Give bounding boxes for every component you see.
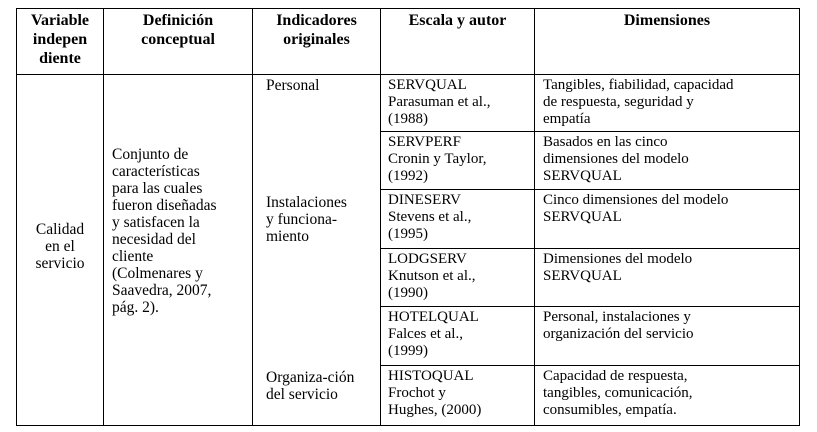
column-divider-2 <box>252 8 253 426</box>
scale-servqual: SERVQUAL Parasuman et al., (1988) <box>388 77 491 127</box>
dims-dineserv: Cinco dimensiones del modelo SERVQUAL <box>543 192 729 225</box>
scale-row-divider-1 <box>380 131 800 132</box>
dims-hotelqual: Personal, instalaciones y organización del servicio <box>543 309 694 342</box>
header-divider <box>16 74 800 75</box>
scale-dineserv: DINESERV Stevens et al., (1995) <box>388 192 472 242</box>
header-indicadores: Indicadores originales <box>276 12 357 48</box>
scale-row-divider-4 <box>380 306 800 307</box>
indicator-instalaciones: Instalaciones y funciona- miento <box>266 194 347 245</box>
dims-servqual: Tangibles, fiabilidad, capacidad de respuesta, seguridad y empatía <box>543 77 734 127</box>
table-border-bottom <box>16 425 800 426</box>
table-border-top <box>16 8 800 9</box>
header-escala: Escala y autor <box>408 12 507 29</box>
scale-servperf: SERVPERF Cronin y Taylor, (1992) <box>388 134 487 184</box>
scale-hotelqual: HOTELQUAL Falces et al., (1999) <box>388 309 479 359</box>
column-divider-4 <box>534 8 535 426</box>
scale-histoqual: HISTOQUAL Frochot y Hughes, (2000) <box>388 368 482 418</box>
scale-row-divider-2 <box>380 189 800 190</box>
indicator-organizacion: Organiza-ción del servicio <box>266 369 355 403</box>
dims-histoqual: Capacidad de respuesta, tangibles, comunicación, consumibles, empatía. <box>543 368 693 418</box>
scale-row-divider-5 <box>380 365 800 366</box>
table-border-right <box>799 8 800 426</box>
definicion-value: Conjunto de características para las cuales fueron diseñadas y satisfacen la necesidad del cliente (Colmenares y Saavedra, 2007, pág. 2). <box>112 146 217 316</box>
dims-lodgserv: Dimensiones del modelo SERVQUAL <box>543 251 693 284</box>
header-definicion: Definición conceptual <box>141 12 215 48</box>
variable-value: Calidad en el servicio <box>35 221 85 272</box>
scale-lodgserv: LODGSERV Knutson et al., (1990) <box>388 251 476 301</box>
header-dimensiones: Dimensiones <box>623 12 711 29</box>
table-border-left <box>16 8 17 426</box>
column-divider-1 <box>103 8 104 426</box>
dims-servperf: Basados en las cinco dimensiones del modelo SERVQUAL <box>543 134 689 184</box>
indicator-personal: Personal <box>266 77 320 94</box>
header-variable: Variable indepen diente <box>30 12 90 67</box>
column-divider-3 <box>380 8 381 426</box>
operationalization-table <box>16 8 800 426</box>
scale-row-divider-3 <box>380 248 800 249</box>
